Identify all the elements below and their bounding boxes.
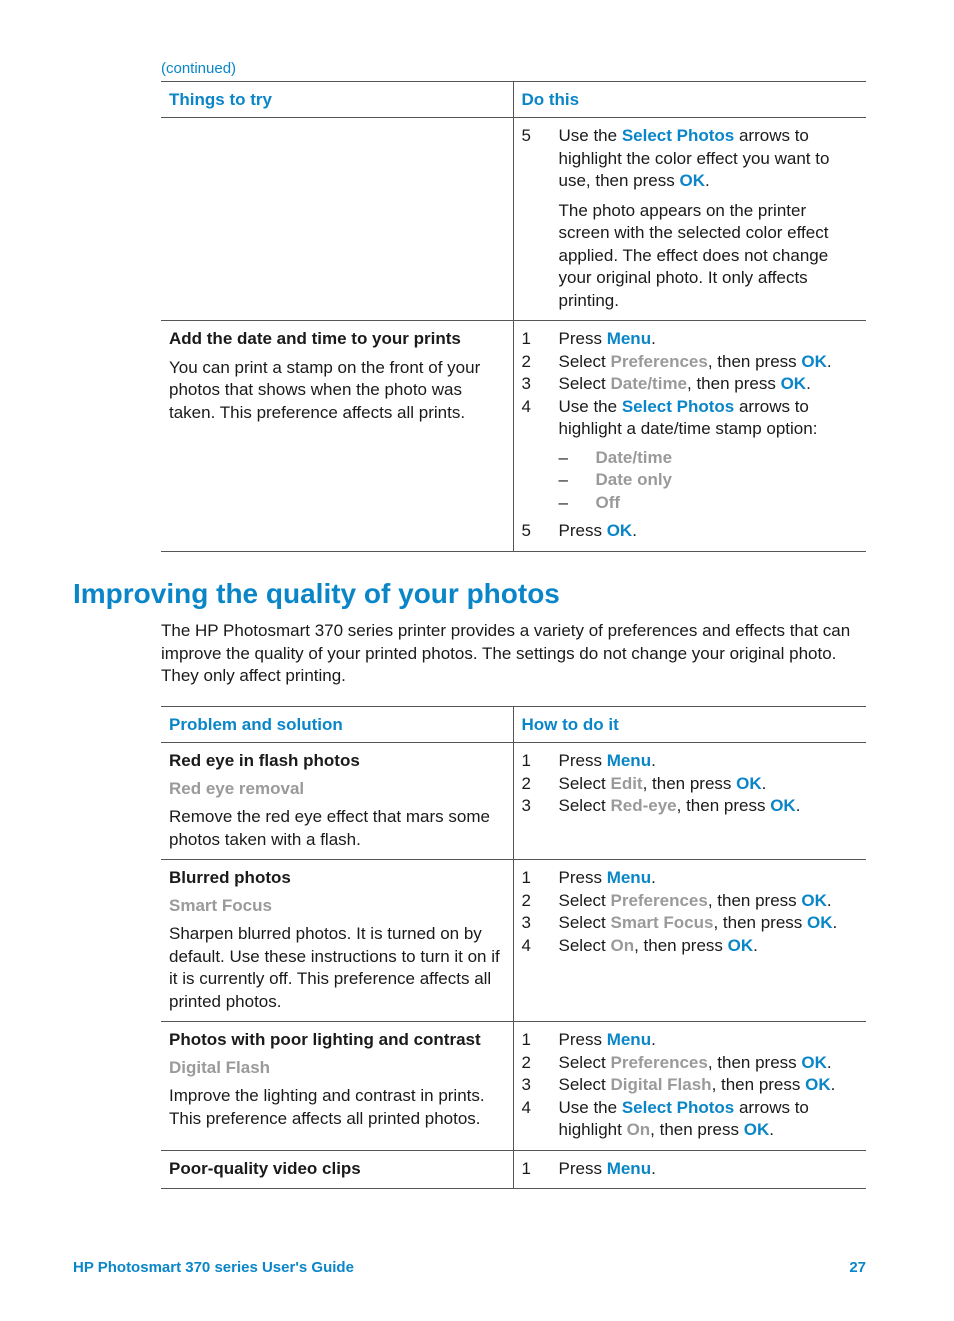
how-to-cell (513, 1150, 866, 1189)
continued-label: (continued) (161, 60, 237, 77)
step-item: 1 Press Menu. (521, 868, 656, 887)
step-item: 4 Use the Select Photos arrows to highlight a date/time stamp option: (521, 396, 818, 438)
row-title: Blurred photos (169, 868, 291, 887)
table-row (161, 1022, 866, 1151)
step-note: The photo appears on the printer screen with the selected color effect applied. The effect does not change your original photo. It only affects printing. (558, 200, 829, 310)
problem-cell (161, 1022, 513, 1151)
table-row (161, 118, 866, 321)
step-item: 4 Select On, then press OK. (521, 935, 758, 955)
col-header-things-to-try: Things to try (161, 82, 513, 118)
step-item: 1 Press Menu. (521, 329, 656, 348)
step-item: 3 Select Digital Flash, then press OK. (521, 1075, 836, 1094)
step-item: 2 Select Preferences, then press OK. (521, 351, 832, 371)
step-item: 4 Use the Select Photos arrows to highlight On, then press OK. (521, 1097, 809, 1139)
how-to-cell (513, 860, 866, 1022)
feature-name: Smart Focus (169, 895, 272, 915)
step-item: 2 Select Preferences, then press OK. (521, 890, 832, 910)
problem-cell (161, 743, 513, 860)
row-description: Remove the red eye effect that mars some photos taken with a flash. (169, 807, 490, 849)
problem-cell (161, 860, 513, 1022)
row-description: Sharpen blurred photos. It is turned on by default. Use these instructions to turn it on if it is currently off. This preference affects all printed photos. (169, 924, 500, 1011)
table-row (161, 321, 866, 552)
step-item: 3 Select Red-eye, then press OK. (521, 796, 801, 815)
option-list (522, 447, 859, 515)
step-item: 3 Select Date/time, then press OK. (521, 374, 811, 393)
step-item: 2 Select Edit, then press OK. (521, 773, 767, 793)
how-to-cell (513, 1022, 866, 1151)
col-header-do-this: Do this (513, 82, 866, 118)
row-description: Improve the lighting and contrast in prints. This preference affects all printed photos. (169, 1086, 485, 1128)
feature-name: Red eye removal (169, 778, 305, 798)
how-to-cell (513, 743, 866, 860)
col-header-how-to-do-it: How to do it (513, 707, 866, 743)
things-to-try-table (161, 81, 866, 552)
footer-page-number: 27 (849, 1259, 866, 1276)
problem-solution-table (161, 706, 866, 1189)
col-header-problem-and-solution: Problem and solution (161, 707, 513, 743)
row-description: You can print a stamp on the front of your photos that shows when the photo was taken. This preference affects all prints. (169, 357, 481, 422)
list-item: – Date only (558, 470, 673, 489)
table-row (161, 860, 866, 1022)
do-this-cell (513, 118, 866, 321)
step-item: 5 Use the Select Photos arrows to highlight the color effect you want to use, then press OK. (521, 126, 830, 190)
things-to-try-cell (161, 321, 513, 552)
list-item: – Date/time (558, 447, 673, 467)
footer-guide-title: HP Photosmart 370 series User's Guide (73, 1259, 354, 1276)
row-title: Red eye in flash photos (169, 751, 360, 770)
row-title: Add the date and time to your prints (169, 329, 461, 348)
step-item: 5 Press OK. (521, 521, 637, 540)
step-item: 1 Press Menu. (521, 751, 656, 770)
feature-name: Digital Flash (169, 1057, 271, 1077)
section-heading: Improving the quality of your photos (73, 578, 560, 609)
step-item: 3 Select Smart Focus, then press OK. (521, 913, 838, 932)
step-item: 1 Press Menu. (521, 1030, 656, 1049)
do-this-cell (513, 321, 866, 552)
list-item: – Off (558, 492, 621, 512)
row-title: Photos with poor lighting and contrast (169, 1030, 481, 1049)
step-item: 2 Select Preferences, then press OK. (521, 1052, 832, 1072)
problem-cell (161, 1150, 513, 1189)
intro-paragraph: The HP Photosmart 370 series printer provides a variety of preferences and effects that can improve the quality of your printed photos. The settings do not change your original photo. They only affect printing. (161, 621, 851, 685)
step-item: 1 Press Menu. (521, 1158, 656, 1178)
table-row (161, 1150, 866, 1189)
table-row (161, 743, 866, 860)
row-title: Poor-quality video clips (169, 1158, 361, 1178)
empty-cell (161, 118, 513, 321)
